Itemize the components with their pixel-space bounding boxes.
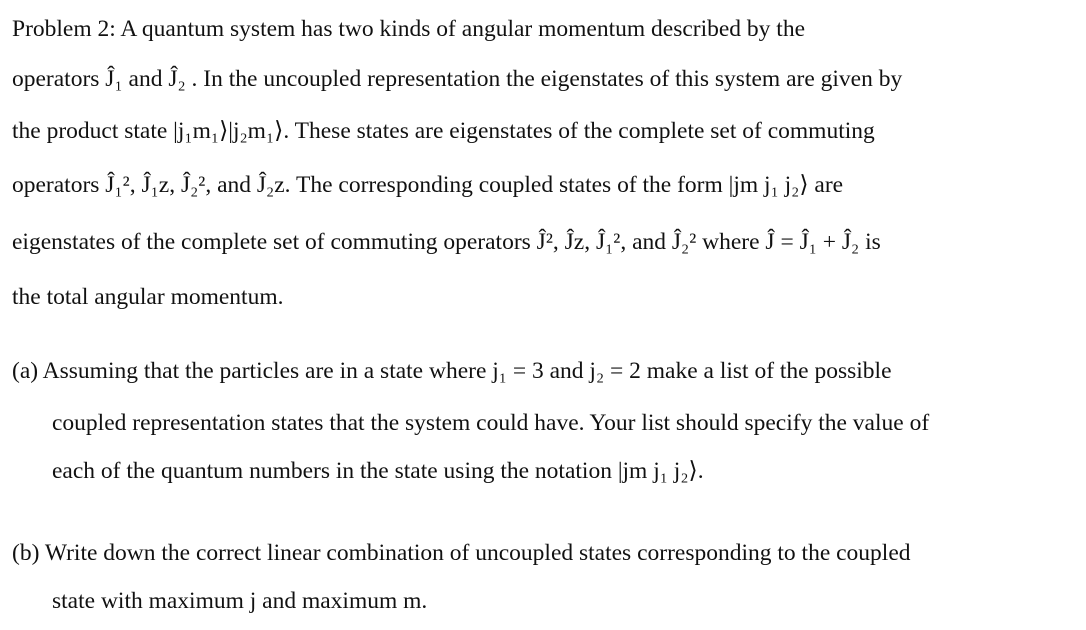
part-b-line-1: (b) Write down the correct linear combination of uncoupled states corresponding to the coupled: [12, 540, 911, 566]
part-b-line-2: state with maximum j and maximum m.: [52, 588, 428, 614]
problem-line-6: the total angular momentum.: [12, 284, 284, 310]
part-a-line-3: each of the quantum numbers in the state using the notation |jm j₁ j₂⟩.: [52, 458, 704, 484]
problem-line-1: Problem 2: A quantum system has two kinds of angular momentum described by the: [12, 16, 806, 42]
problem-line-3: the product state |j₁m₁⟩|j₂m₁⟩. These states are eigenstates of the complete set of commuting: [12, 118, 875, 144]
part-a-line-1: (a) Assuming that the particles are in a state where j₁ = 3 and j₂ = 2 make a list of the possible: [12, 358, 892, 384]
problem-line-2: operators Ĵ₁ and Ĵ₂ . In the uncoupled representation the eigenstates of this system are given by: [12, 66, 903, 92]
part-a-line-2: coupled representation states that the system could have. Your list should specify the value of: [52, 410, 930, 436]
problem-line-4: operators Ĵ₁², Ĵ₁z, Ĵ₂², and Ĵ₂z. The corresponding coupled states of the form |jm j₁ j₂⟩ are: [12, 172, 844, 198]
problem-line-5: eigenstates of the complete set of commuting operators Ĵ², Ĵz, Ĵ₁², and Ĵ₂² where Ĵ = Ĵ₁ + Ĵ₂ is: [12, 229, 881, 255]
